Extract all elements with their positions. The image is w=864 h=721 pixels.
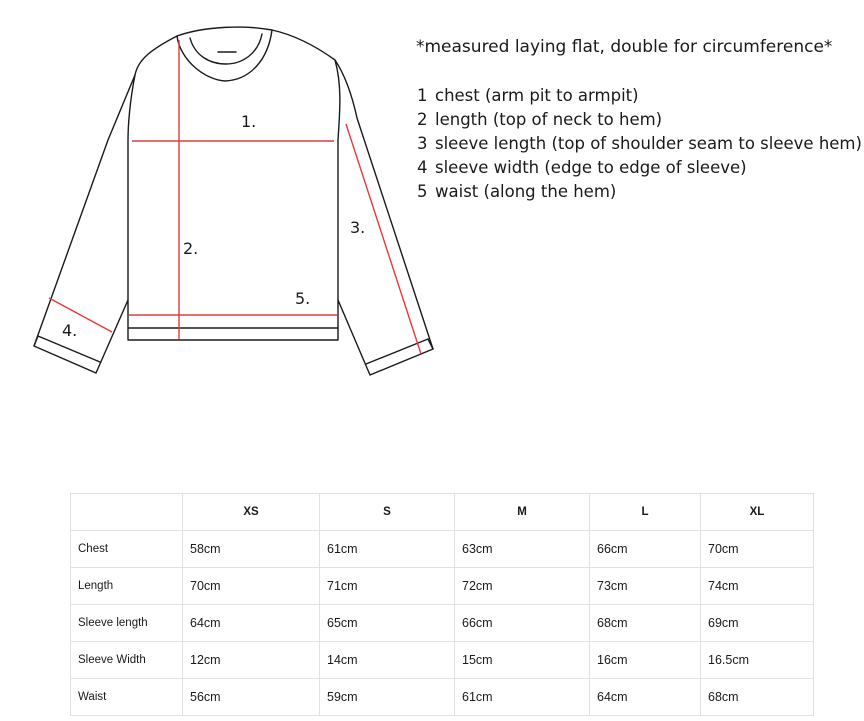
table-cell: 61cm [455, 679, 590, 716]
table-header-corner [71, 494, 183, 531]
measure-label-4: 4. [62, 321, 78, 340]
legend-text: length (top of neck to hem) [435, 110, 663, 129]
table-cell: 12cm [183, 642, 320, 679]
row-label: Waist [71, 679, 183, 716]
table-cell: 16cm [590, 642, 701, 679]
table-cell: 72cm [455, 568, 590, 605]
size-chart-table [70, 493, 814, 716]
legend-text: sleeve length (top of shoulder seam to sleeve hem) [435, 134, 862, 153]
table-cell: 69cm [701, 605, 814, 642]
table-cell: 61cm [320, 531, 455, 568]
table-cell: 56cm [183, 679, 320, 716]
legend-item [417, 134, 862, 158]
table-cell: 64cm [590, 679, 701, 716]
legend-item [417, 86, 862, 110]
table-cell: 68cm [590, 605, 701, 642]
right-cuff [366, 339, 428, 364]
left-armhole-seam [128, 75, 135, 300]
sweater-body-outline [34, 30, 433, 375]
table-header-row [71, 494, 814, 531]
row-label: Sleeve length [71, 605, 183, 642]
table-cell: 16.5cm [701, 642, 814, 679]
legend-item [417, 158, 862, 182]
table-cell: 64cm [183, 605, 320, 642]
legend-text: waist (along the hem) [435, 182, 617, 201]
table-row [71, 531, 814, 568]
measure-label-5: 5. [295, 289, 311, 308]
table-header-xs: XS [183, 494, 320, 531]
measure-line-sleeve-length [346, 124, 421, 354]
legend-number: 2 [417, 110, 428, 129]
measurement-legend [417, 86, 862, 206]
legend-number: 5 [417, 182, 428, 201]
table-cell: 70cm [183, 568, 320, 605]
legend-number: 1 [417, 86, 428, 105]
table-cell: 70cm [701, 531, 814, 568]
measure-label-3: 3. [350, 218, 366, 237]
table-cell: 71cm [320, 568, 455, 605]
table-cell: 14cm [320, 642, 455, 679]
table-cell: 58cm [183, 531, 320, 568]
left-cuff-edge [34, 336, 38, 346]
neckline-inner [190, 34, 262, 64]
table-header-s: S [320, 494, 455, 531]
table-cell: 65cm [320, 605, 455, 642]
table-header-m: M [455, 494, 590, 531]
table-cell: 66cm [455, 605, 590, 642]
legend-text: chest (arm pit to armpit) [435, 86, 639, 105]
table-row [71, 679, 814, 716]
right-armhole-seam [335, 60, 340, 300]
legend-number: 3 [417, 134, 428, 153]
table-cell: 74cm [701, 568, 814, 605]
legend-text: sleeve width (edge to edge of sleeve) [435, 158, 747, 177]
neckline-outer [177, 27, 272, 81]
legend-item [417, 110, 862, 134]
legend-number: 4 [417, 158, 428, 177]
table-cell: 15cm [455, 642, 590, 679]
measurement-note: *measured laying flat, double for circumference* [416, 37, 833, 57]
table-row [71, 605, 814, 642]
table-cell: 66cm [590, 531, 701, 568]
measure-label-2: 2. [183, 239, 199, 258]
table-cell: 68cm [701, 679, 814, 716]
row-label: Length [71, 568, 183, 605]
row-label: Sleeve Width [71, 642, 183, 679]
legend-item [417, 182, 862, 206]
measure-label-1: 1. [241, 112, 257, 131]
table-row [71, 568, 814, 605]
table-header-l: L [590, 494, 701, 531]
table-row [71, 642, 814, 679]
table-cell: 63cm [455, 531, 590, 568]
table-header-xl: XL [701, 494, 814, 531]
table-cell: 59cm [320, 679, 455, 716]
table-cell: 73cm [590, 568, 701, 605]
row-label: Chest [71, 531, 183, 568]
measure-line-sleeve-width [49, 298, 112, 332]
